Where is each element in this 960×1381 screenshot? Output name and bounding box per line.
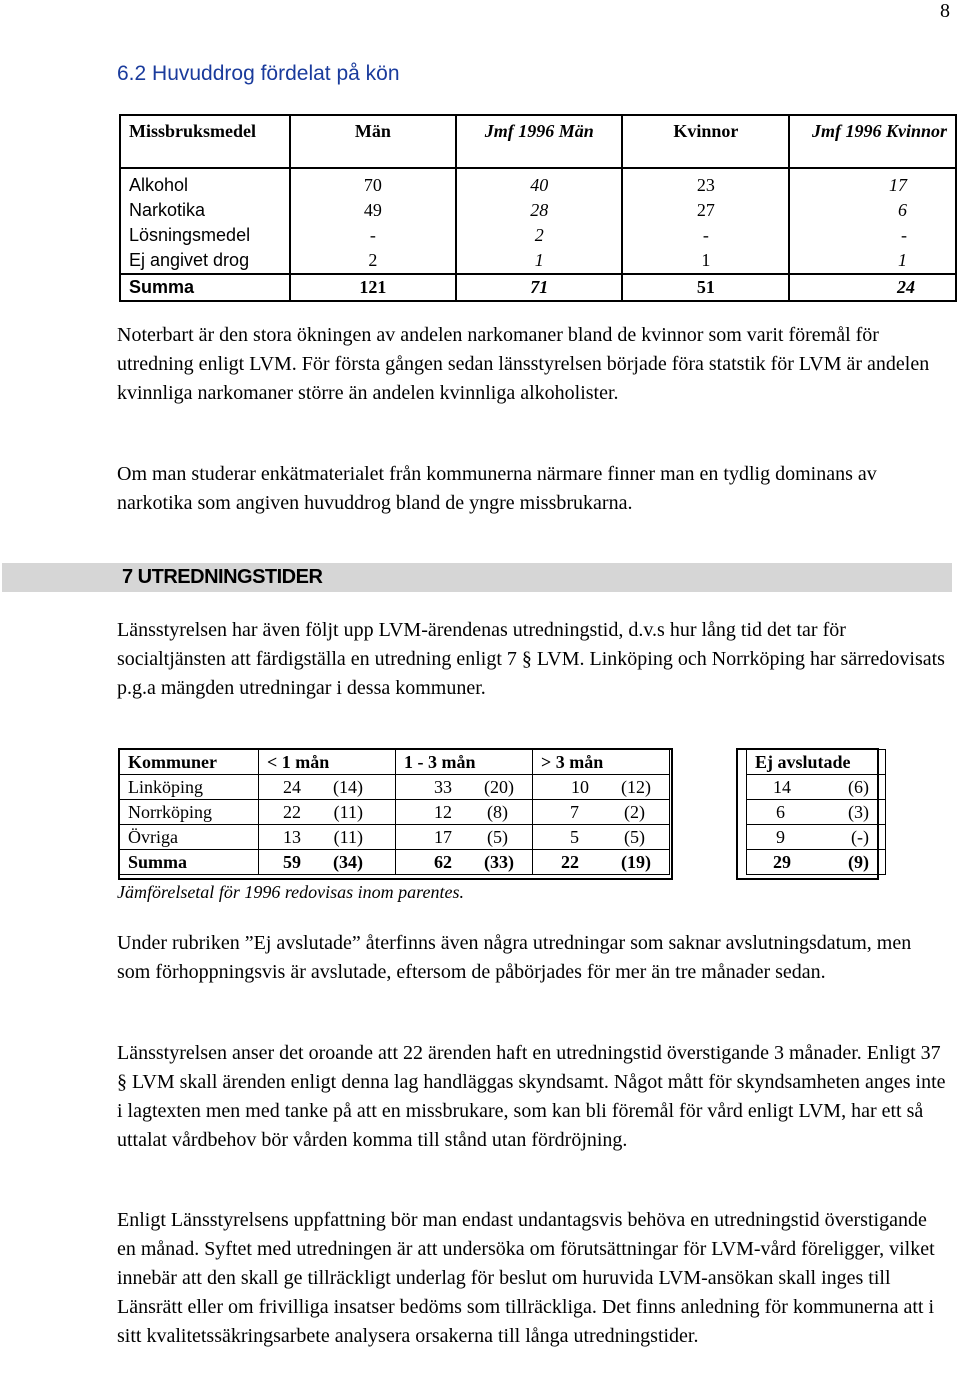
row-value: 7 [570,802,579,822]
header-women-1996: Jmf 1996 Kvinnor [789,115,956,168]
sum-value: 59 [283,852,301,872]
row-value: 13 [283,827,301,847]
row-name: Narkotika [120,198,290,223]
row-men-1996: 2 [456,223,622,248]
row-women-1996: 17 [789,168,956,198]
paragraph-2: Om man studerar enkätmaterialet från kommunerna närmare finner man en tydlig dominans av narkotika som angiven huvuddrog bland de yngre missbrukarna. [117,463,877,514]
row-value: 33 [434,777,452,797]
row-value: 17 [434,827,452,847]
row-comparison: (5) [624,827,645,847]
paragraph-4: Under rubriken ”Ej avslutade” återfinns även några utredningar som saknar avslutningsdatum, men som förhoppningsvis är avslutade, eftersom de påbörjades för mer än tre månader sedan. [117,932,912,983]
row-municipality: Övriga [120,825,259,850]
row-name: Alkohol [120,168,290,198]
row-men: - [290,223,456,248]
row-value: 6 [776,802,785,822]
table-row [120,800,886,825]
header-1-3-months: 1 - 3 mån [396,750,533,775]
table-row [120,775,886,800]
drug-table [119,114,957,302]
sum-row [120,850,886,875]
time-table-header-row [120,750,886,775]
paragraph-5: Länsstyrelsen anser det oroande att 22 ärenden haft en utredningstid överstigande 3 månader. Enligt 37 § LVM skall ärenden enligt denna lag handläggas skyndsamt. Något mått för skyndsamheten anges inte i lagtexten men med tanke på att en missbrukare, som kan bli föremål för vård enligt LVM, har ett så uttalat vårdbehov bör vården komma till stånd utan fördröjning. [117,1042,946,1151]
table-row [120,248,956,274]
table-row [120,168,956,198]
header-municipality: Kommuner [120,750,259,775]
row-women: 1 [622,248,789,274]
paragraph-3: Länsstyrelsen har även följt upp LVM-ärendenas utredningstid, d.v.s hur lång tid det tar för socialtjänsten att färdigställa en utredning enligt 7 § LVM. Linköping och Norrköping har särredovisats p.g.a mängden utredningar i dessa kommuner. [117,619,945,699]
sum-value: 29 [773,852,791,872]
row-name: Lösningsmedel [120,223,290,248]
row-men: 49 [290,198,456,223]
row-comparison: (12) [621,777,651,797]
row-value: 9 [776,827,785,847]
section-heading: 6.2 Huvuddrog fördelat på kön [117,62,400,85]
row-comparison: (3) [848,802,869,822]
header-women: Kvinnor [622,115,789,168]
row-men-1996: 40 [456,168,622,198]
page-number: 8 [940,0,950,22]
header-unfinished: Ej avslutade [747,750,886,775]
paragraph-1: Noterbart är den stora ökningen av andelen narkomaner bland de kvinnor som varit föremål för utredning enligt LVM. För första gången sedan länsstyrelsen började föra statstik för LVM är andelen kvinnliga narkomaner större än andelen kvinnliga alkoholister. [117,324,930,404]
sum-value: 22 [561,852,579,872]
row-women: 27 [622,198,789,223]
sum-row [120,274,956,301]
sum-women-1996: 24 [789,274,956,301]
row-municipality: Linköping [120,775,259,800]
row-men: 70 [290,168,456,198]
row-comparison: (6) [848,777,869,797]
sum-comparison: (34) [333,852,363,872]
row-men-1996: 28 [456,198,622,223]
sum-comparison: (9) [848,852,869,872]
row-name: Ej angivet drog [120,248,290,274]
table-row [120,223,956,248]
row-value: 24 [283,777,301,797]
paragraph-6: Enligt Länsstyrelsens uppfattning bör man endast undantagsvis behöva en utredningstid överstigande en månad. Syftet med utredningen är att undersöka om förutsättningar för LVM-vård föreligger, vilket innebär att den skall ge tillräckligt underlag för beslut om huruvida LVM-ansökan skall inges till Länsrätt eller om frivilliga insatser bedöms som tillräckliga. Det finns anledning för kommunerna att i sitt kvalitetssäkringsarbete analysera orsakerna till långa utredningstider. [117,1209,935,1347]
sum-men-1996: 71 [456,274,622,301]
row-comparison: (2) [624,802,645,822]
row-comparison: (-) [851,827,869,847]
row-comparison: (20) [484,777,514,797]
time-table [119,749,886,875]
sum-women: 51 [622,274,789,301]
header-under-1-month: < 1 mån [259,750,396,775]
row-comparison: (11) [333,802,363,822]
sum-municipality: Summa [120,850,259,875]
header-men-1996: Jmf 1996 Män [456,115,622,168]
row-value: 12 [434,802,452,822]
table-row [120,198,956,223]
row-value: 10 [571,777,589,797]
row-men-1996: 1 [456,248,622,274]
row-women-1996: 6 [789,198,956,223]
chapter-heading: 7 UTREDNINGSTIDER [122,566,323,588]
table-caption: Jämförelsetal för 1996 redovisas inom parentes. [117,882,464,902]
header-drug: Missbruksmedel [120,115,290,168]
row-value: 5 [570,827,579,847]
drug-table-header-row [120,115,956,168]
sum-men: 121 [290,274,456,301]
row-comparison: (11) [333,827,363,847]
row-men: 2 [290,248,456,274]
sum-comparison: (19) [621,852,651,872]
sum-comparison: (33) [484,852,514,872]
row-comparison: (8) [487,802,508,822]
row-comparison: (14) [333,777,363,797]
row-women-1996: - [789,223,956,248]
row-comparison: (5) [487,827,508,847]
row-municipality: Norrköping [120,800,259,825]
table-row [120,825,886,850]
row-women: 23 [622,168,789,198]
row-women-1996: 1 [789,248,956,274]
row-value: 14 [773,777,791,797]
sum-name: Summa [120,274,290,301]
sum-value: 62 [434,852,452,872]
row-women: - [622,223,789,248]
row-value: 22 [283,802,301,822]
header-over-3-months: > 3 mån [533,750,670,775]
header-men: Män [290,115,456,168]
